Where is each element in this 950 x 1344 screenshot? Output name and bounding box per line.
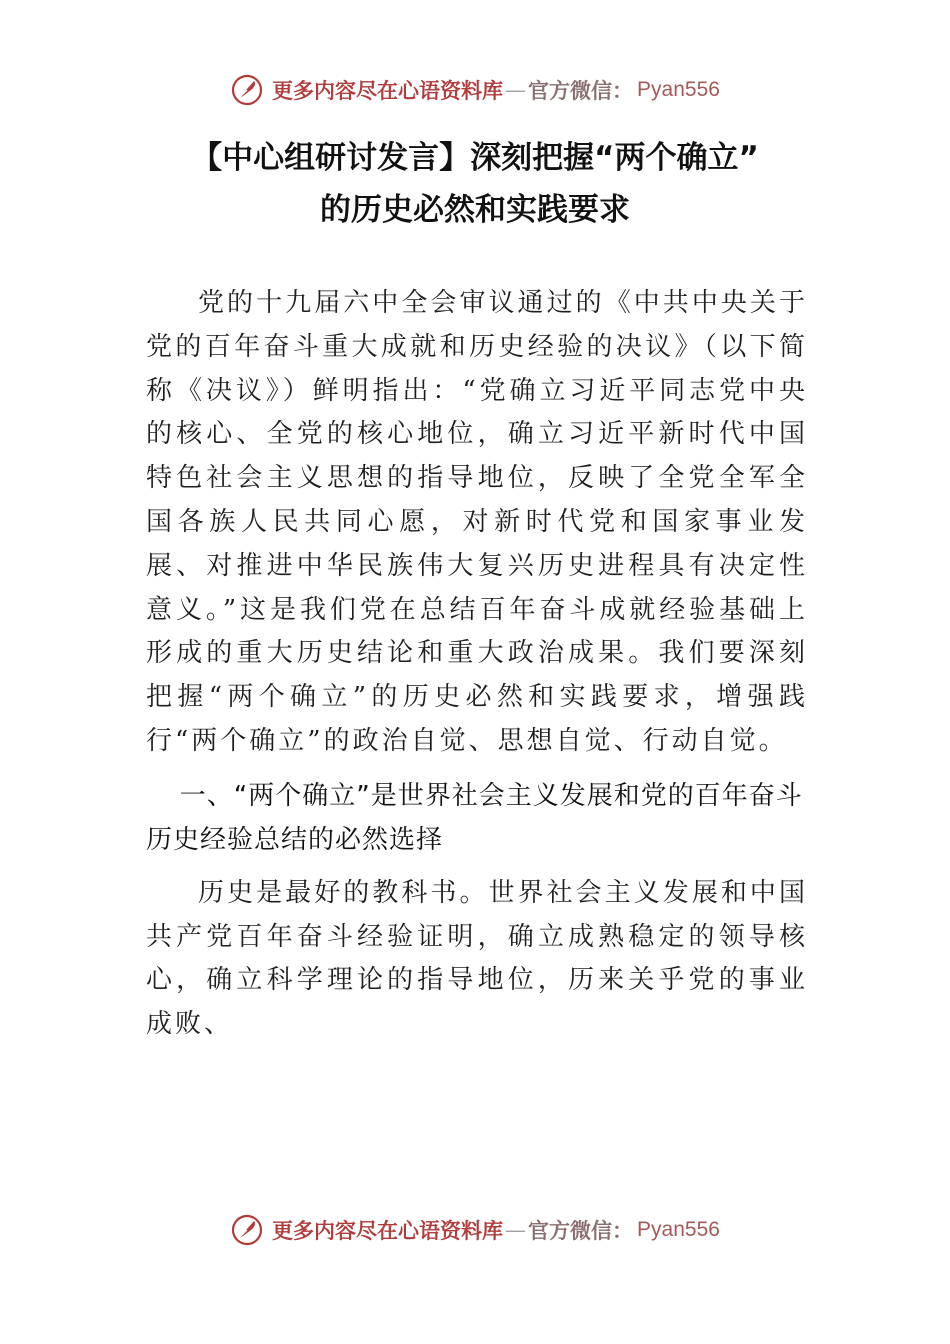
wechat-id: Pyan556 <box>637 78 720 101</box>
wechat-label: 官方微信： <box>528 78 634 103</box>
branding-text: 更多内容尽在心语资料库 <box>272 78 504 103</box>
feather-pen-circle-icon <box>230 1213 264 1247</box>
feather-pen-circle-icon <box>230 73 264 107</box>
footer-branding <box>0 1210 950 1250</box>
wechat-label: 官方微信： <box>528 1218 634 1243</box>
title-line-1: 【中心组研讨发言】深刻把握“两个确立” <box>191 140 759 176</box>
title-line-2: 的历史必然和实践要求 <box>320 192 630 228</box>
branding-text: 更多内容尽在心语资料库 <box>272 1218 504 1243</box>
paragraph-section-1: 历史是最好的教科书。世界社会主义发展和中国共产党百年奋斗经验证明，确立成熟稳定的领导核心，确立科学理论的指导地位，历来关乎党的事业成败、 <box>146 877 808 1040</box>
wechat-id: Pyan556 <box>637 1218 720 1241</box>
paragraph-intro: 党的十九届六中全会审议通过的《中共中央关于党的百年奋斗重大成就和历史经验的决议》（以下简称《决议》）鲜明指出：“党确立习近平同志党中央的核心、全党的核心地位，确立习近平新时代中国特色社会主义思想的指导地位，反映了全党全军全国各族人民共同心愿，对新时代党和国家事业发展、对推进中华民族伟大复兴历史进程具有决定性意义。”这是我们党在总结百年奋斗成就经验基础上形成的重大历史结论和重大政治成果。我们要深刻把握“两个确立”的历史必然和实践要求，增强践行“两个确立”的政治自觉、思想自觉、行动自觉。 <box>146 288 808 756</box>
document-body <box>146 282 808 1047</box>
header-branding <box>0 70 950 110</box>
branding-dash: — <box>505 1218 527 1242</box>
branding-dash: — <box>505 78 527 102</box>
section-heading-1: 一、“两个确立”是世界社会主义发展和党的百年奋斗历史经验总结的必然选择 <box>146 780 803 855</box>
document-title <box>100 132 850 236</box>
